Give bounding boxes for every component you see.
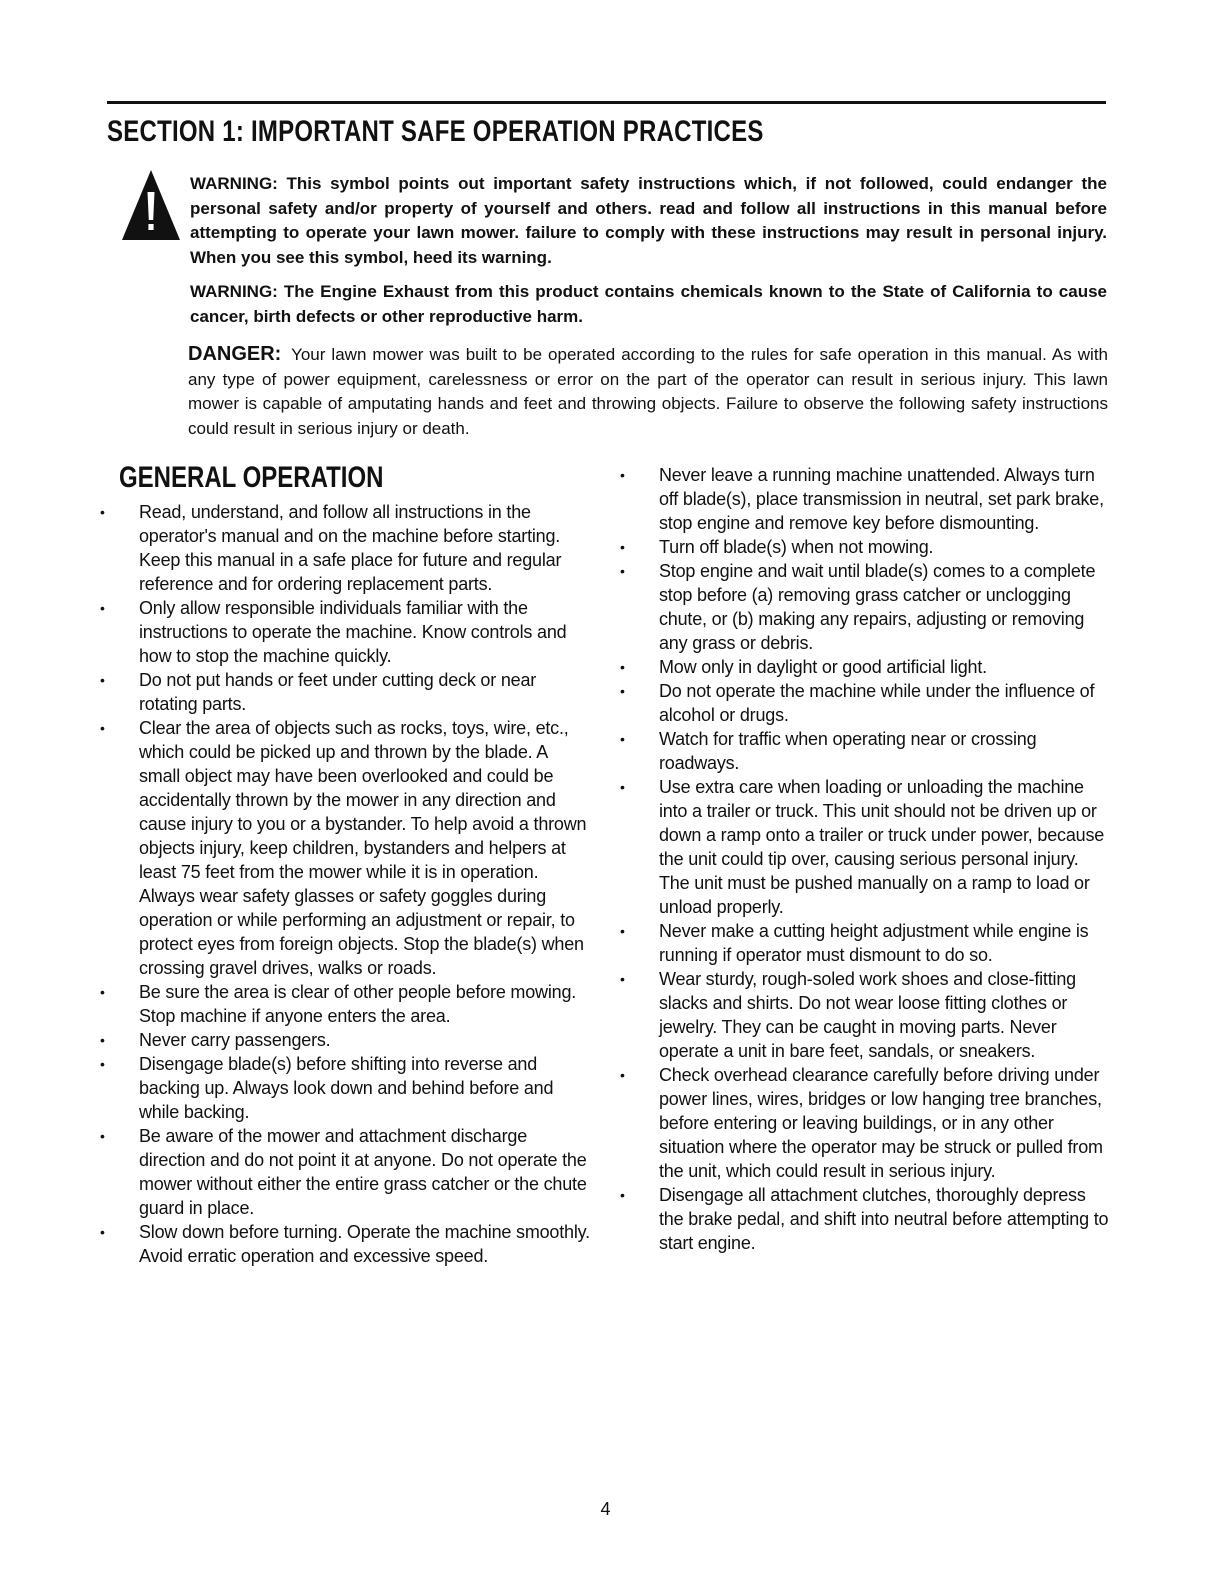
list-item: • Stop engine and wait until blade(s) comes to a complete stop before (a) removing grass catcher or unclogging chute, or (b) making any repairs, adjusting or removing any grass or debris.: [620, 559, 1110, 655]
list-item: • Wear sturdy, rough-soled work shoes and close-fitting slacks and shirts. Do not wear loose fitting clothes or jewelry. They can be caught in moving parts. Never operate a unit in bare feet, sandals, or sneakers.: [620, 967, 1110, 1063]
general-operation-heading: GENERAL OPERATION: [119, 461, 384, 494]
list-item: • Never leave a running machine unattended. Always turn off blade(s), place transmission in neutral, set park brake, stop engine and remove key before dismounting.: [620, 463, 1110, 535]
list-item: • Never carry passengers.: [100, 1028, 590, 1052]
list-item: • Disengage all attachment clutches, thoroughly depress the brake pedal, and shift into neutral before attempting to start engine.: [620, 1183, 1110, 1255]
list-item: • Disengage blade(s) before shifting into reverse and backing up. Always look down and behind before and while backing.: [100, 1052, 590, 1124]
list-item: • Turn off blade(s) when not mowing.: [620, 535, 1110, 559]
list-item: • Read, understand, and follow all instructions in the operator's manual and on the machine before starting. Keep this manual in a safe place for future and regular reference and for ordering replacement parts.: [100, 500, 590, 596]
warning-exhaust-text: WARNING: The Engine Exhaust from this product contains chemicals known to the State of California to cause cancer, birth defects or other reproductive harm.: [190, 282, 1107, 326]
page-number: 4: [600, 1499, 611, 1519]
list-item: • Mow only in daylight or good artificial light.: [620, 655, 1110, 679]
top-rule: [107, 101, 1106, 104]
danger-paragraph: [188, 342, 1108, 441]
list-item: • Be sure the area is clear of other people before mowing. Stop machine if anyone enters the area.: [100, 980, 590, 1028]
list-item: • Check overhead clearance carefully before driving under power lines, wires, bridges or low hanging tree branches, before entering or leaving buildings, or in any other situation where the operator may be struck or pulled from the unit, which could result in serious injury.: [620, 1063, 1110, 1183]
general-operation-right-list: [620, 463, 1110, 1255]
general-operation-left-list: [100, 500, 590, 1268]
list-item: • Only allow responsible individuals familiar with the instructions to operate the machine. Know controls and how to stop the machine quickly.: [100, 596, 590, 668]
list-item: • Do not operate the machine while under the influence of alcohol or drugs.: [620, 679, 1110, 727]
list-item: • Do not put hands or feet under cutting deck or near rotating parts.: [100, 668, 590, 716]
list-item: • Use extra care when loading or unloading the machine into a trailer or truck. This unit should not be driven up or down a ramp onto a trailer or truck under power, because the unit could tip over, causing serious personal injury. The unit must be pushed manually on a ramp to load or unload properly.: [620, 775, 1110, 919]
list-item: • Watch for traffic when operating near or crossing roadways.: [620, 727, 1110, 775]
list-item: • Be aware of the mower and attachment discharge direction and do not point it at anyone. Do not operate the mower without either the entire grass catcher or the chute guard in place.: [100, 1124, 590, 1220]
list-item: • Clear the area of objects such as rocks, toys, wire, etc., which could be picked up and thrown by the blade. A small object may have been overlooked and could be accidentally thrown by the mower in any direction and cause injury to you or a bystander. To help avoid a thrown objects injury, keep children, bystanders and helpers at least 75 feet from the mower while it is in operation. Always wear safety glasses or safety goggles during operation or while performing an adjustment or repair, to protect eyes from foreign objects. Stop the blade(s) when crossing gravel drives, walks or roads.: [100, 716, 590, 980]
danger-label: DANGER:: [188, 343, 282, 365]
list-item: • Slow down before turning. Operate the machine smoothly. Avoid erratic operation and excessive speed.: [100, 1220, 590, 1268]
warning-triangle-icon: [122, 170, 180, 244]
warning-symbol-text: WARNING: This symbol points out important safety instructions which, if not followed, could endanger the personal safety and/or property of yourself and others. read and follow all instructions in this manual before attempting to operate your lawn mower. failure to comply with these instructions may result in personal injury. When you see this symbol, heed its warning.: [190, 174, 1107, 267]
danger-text: Your lawn mower was built to be operated according to the rules for safe operation in this manual. As with any type of power equipment, carelessness or error on the part of the operator can result in serious injury. This lawn mower is capable of amputating hands and feet and throwing objects. Failure to observe the following safety instructions could result in serious injury or death.: [188, 345, 1108, 438]
list-item: • Never make a cutting height adjustment while engine is running if operator must dismount to do so.: [620, 919, 1110, 967]
section-title: SECTION 1: IMPORTANT SAFE OPERATION PRACTICES: [107, 115, 764, 148]
